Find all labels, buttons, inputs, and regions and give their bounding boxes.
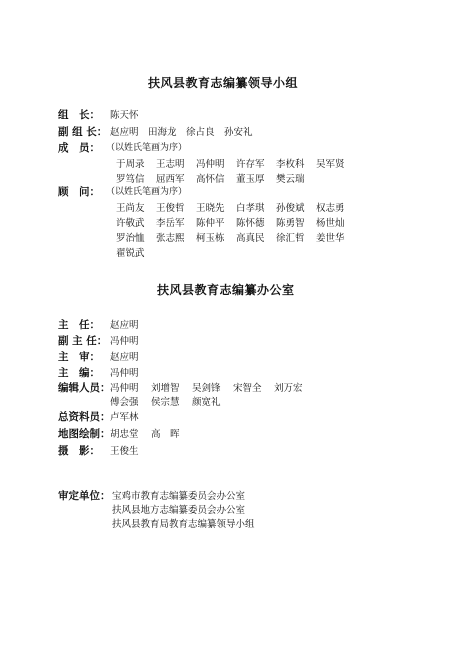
deputy-name: 赵应明 (110, 127, 139, 138)
photographer-name: 王俊生 (110, 446, 139, 457)
group-title: 扶风县教育志编纂领导小组 (148, 76, 299, 90)
advisor-name: 翟锐武 (116, 248, 145, 259)
advisor-name: 白孝琪 (236, 203, 265, 214)
members-label: 成 员： (58, 142, 100, 154)
editor-name: 刘万宏 (274, 383, 303, 394)
deputy-name: 田海龙 (148, 127, 177, 138)
member-name: 高怀信 (196, 174, 225, 185)
member-name: 李枚科 (276, 159, 305, 170)
deputy-name: 徐占良 (186, 127, 215, 138)
deputy-name: 孙安礼 (224, 127, 253, 138)
archivist-label: 总资料员： (58, 411, 111, 423)
member-name: 樊云瑞 (276, 174, 305, 185)
advisor-name: 柯玉栋 (196, 233, 225, 244)
advisor-name: 姜世华 (316, 233, 345, 244)
member-name: 冯仲明 (196, 159, 225, 170)
photographer-label: 摄 影： (58, 445, 100, 457)
advisor-name: 陈勇智 (276, 218, 305, 229)
editor-name: 侯宗慧 (151, 397, 180, 408)
member-name: 王志明 (156, 159, 185, 170)
archivist-name: 卢军林 (110, 412, 139, 423)
members-note: （以姓氏笔画为序） (106, 143, 188, 153)
leader-name: 陈天怀 (110, 110, 139, 121)
chief-editor-label: 主 编： (58, 367, 100, 379)
advisor-name: 王尚友 (116, 203, 145, 214)
review-unit: 扶风县教育局教育志编纂领导小组 (112, 519, 255, 530)
member-name: 董玉厚 (236, 174, 265, 185)
advisor-name: 张志熙 (156, 233, 185, 244)
chief-editor-name: 冯仲明 (110, 368, 139, 379)
advisor-name: 权志勇 (316, 203, 345, 214)
advisors-label: 顾 问： (58, 186, 100, 198)
office-title: 扶风县教育志编纂办公室 (157, 283, 295, 297)
review-unit: 扶风县地方志编纂委员会办公室 (112, 505, 246, 516)
advisor-name: 徐汇哲 (276, 233, 305, 244)
advisor-name: 高真民 (236, 233, 265, 244)
advisor-name: 陈仲平 (196, 218, 225, 229)
review-unit: 宝鸡市教育志编纂委员会办公室 (112, 491, 246, 502)
editor-name: 宋智全 (233, 383, 262, 394)
member-name: 屈西军 (156, 174, 185, 185)
advisor-name: 王晓先 (196, 203, 225, 214)
advisors-note: （以姓氏笔画为序） (106, 187, 188, 197)
advisor-name: 陈怀德 (236, 218, 265, 229)
cartographer-name: 高 晖 (151, 429, 180, 440)
member-name: 许存军 (236, 159, 265, 170)
deputy-director-label: 副 主 任： (58, 335, 108, 347)
editor-name: 颜宽礼 (192, 397, 221, 408)
leader-label: 组 长： (58, 109, 100, 121)
member-name: 罗笃信 (116, 174, 145, 185)
member-name: 吴军贤 (316, 159, 345, 170)
deputy-director-name: 冯仲明 (110, 336, 139, 347)
editors-label: 编辑人员： (58, 382, 111, 394)
advisor-name: 李岳军 (156, 218, 185, 229)
editor-name: 冯仲明 (110, 383, 139, 394)
chief-reviewer-label: 主 审： (58, 351, 100, 363)
deputy-label: 副 组 长： (58, 126, 108, 138)
advisor-name: 许敬武 (116, 218, 145, 229)
cartographer-label: 地图绘制： (58, 428, 111, 440)
advisor-name: 王俊哲 (156, 203, 185, 214)
chief-reviewer-name: 赵应明 (110, 352, 139, 363)
review-label: 审定单位： (58, 490, 111, 502)
editor-name: 刘增智 (151, 383, 180, 394)
advisor-name: 孙俊斌 (276, 203, 305, 214)
advisor-name: 罗治恤 (116, 233, 145, 244)
director-name: 赵应明 (110, 320, 139, 331)
editor-name: 傅会强 (110, 397, 139, 408)
director-label: 主 任： (58, 319, 100, 331)
member-name: 于周录 (116, 159, 145, 170)
editor-name: 吴剑锋 (192, 383, 221, 394)
advisor-name: 杨世灿 (316, 218, 345, 229)
cartographer-name: 胡忠堂 (110, 429, 139, 440)
